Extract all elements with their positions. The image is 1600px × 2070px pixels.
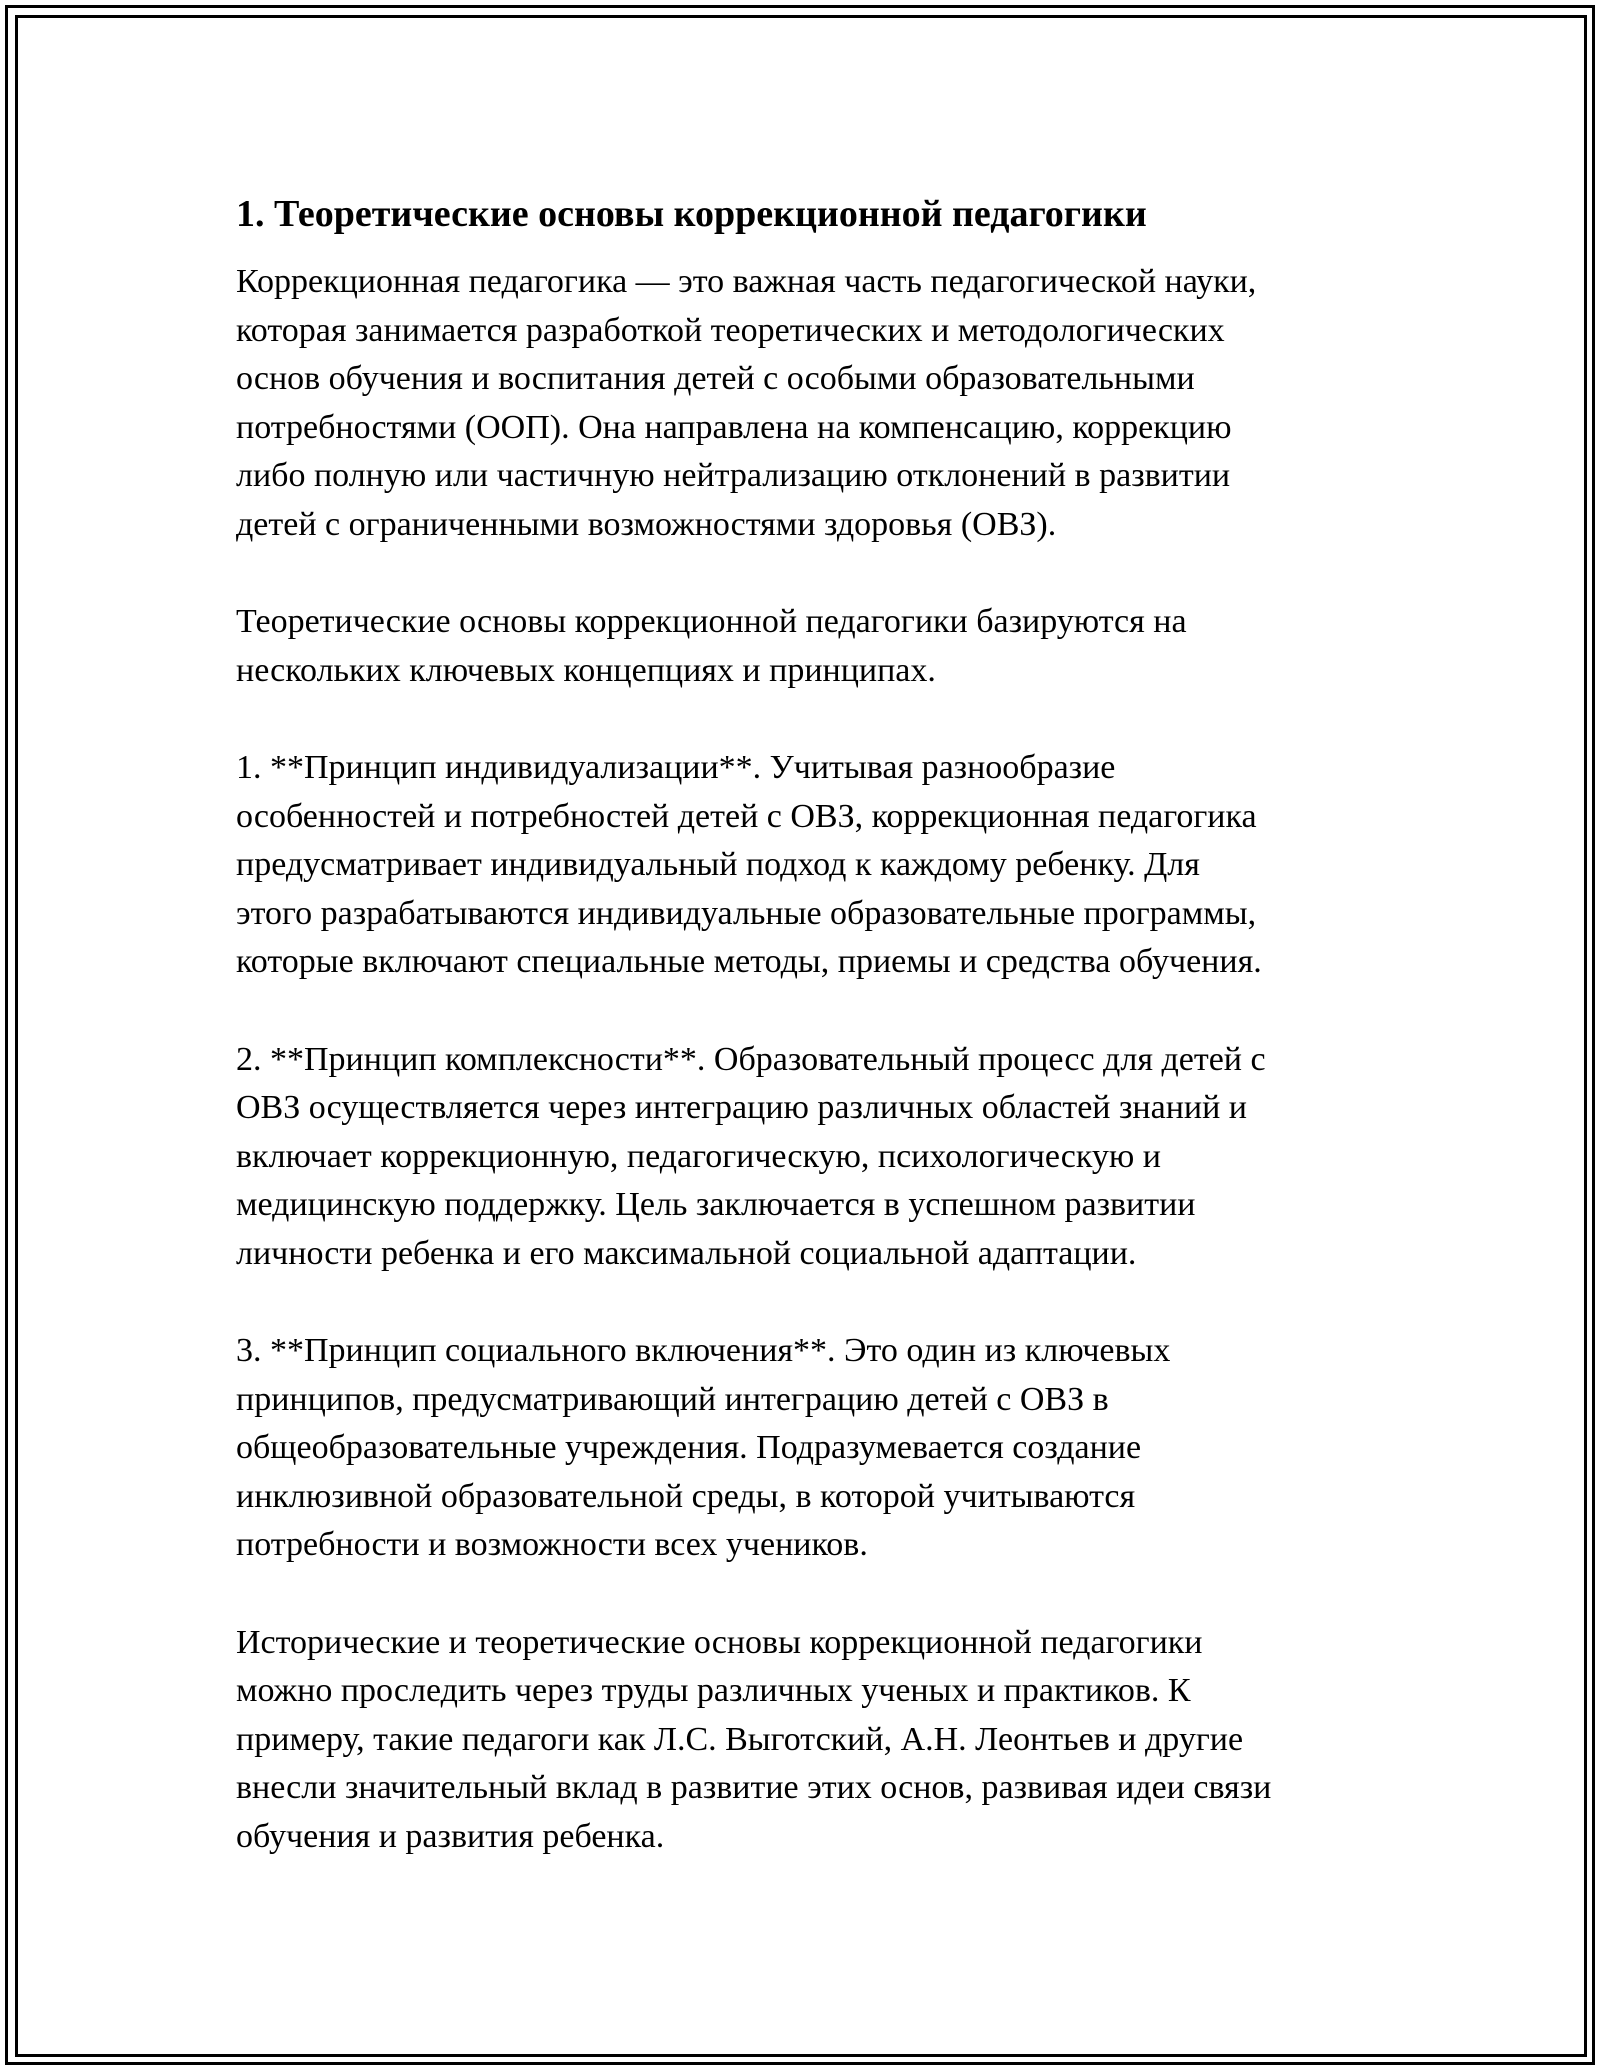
text-line: 1. **Принцип индивидуализации**. Учитывая разнообразие <box>236 748 1116 786</box>
text-line: особенностей и потребностей детей с ОВЗ, коррекционная педагогика <box>236 797 1257 835</box>
paragraph <box>236 1619 1366 1862</box>
text-line: этого разрабатываются индивидуальные образовательные программы, <box>236 894 1257 932</box>
text-line: нескольких ключевых концепциях и принципах. <box>236 651 936 689</box>
text-line: внесли значительный вклад в развитие этих основ, развивая идеи связи <box>236 1769 1272 1807</box>
text-line: которые включают специальные методы, приемы и средства обучения. <box>236 943 1262 981</box>
text-line: Исторические и теоретические основы коррекционной педагогики <box>236 1623 1203 1661</box>
text-line: включает коррекционную, педагогическую, психологическую и <box>236 1137 1162 1175</box>
document-body <box>236 188 1366 1910</box>
text-line: примеру, такие педагоги как Л.С. Выготский, А.Н. Леонтьев и другие <box>236 1720 1244 1758</box>
paragraph <box>236 1327 1366 1570</box>
text-line: Теоретические основы коррекционной педагогики базируются на <box>236 603 1187 641</box>
paragraph <box>236 1036 1366 1279</box>
text-line: Коррекционная педагогика — это важная часть педагогической науки, <box>236 263 1257 300</box>
text-line: ОВЗ осуществляется через интеграцию различных областей знаний и <box>236 1089 1247 1127</box>
text-line: принципов, предусматривающий интеграцию детей с ОВЗ в <box>236 1380 1109 1418</box>
text-line: личности ребенка и его максимальной социальной адаптации. <box>236 1234 1137 1272</box>
text-line: детей с ограниченными возможностями здоровья (ОВЗ). <box>236 505 1057 543</box>
text-line: потребности и возможности всех учеников. <box>236 1526 868 1564</box>
paragraph <box>236 258 1366 550</box>
section-heading: 1. Теоретические основы коррекционной педагогики <box>236 193 1147 235</box>
text-line: обучения и развития ребенка. <box>236 1818 665 1855</box>
paragraph <box>236 598 1366 695</box>
text-line: медицинскую поддержку. Цель заключается в успешном развитии <box>236 1186 1196 1224</box>
text-line: можно проследить через труды различных ученых и практиков. К <box>236 1672 1191 1710</box>
text-line: общеобразовательные учреждения. Подразумевается создание <box>236 1429 1142 1467</box>
text-line: которая занимается разработкой теоретических и методологических <box>236 311 1225 349</box>
text-line: 3. **Принцип социального включения**. Это один из ключевых <box>236 1332 1171 1370</box>
text-line: основ обучения и воспитания детей с особыми образовательными <box>236 360 1195 398</box>
text-line: потребностями (ООП). Она направлена на компенсацию, коррекцию <box>236 408 1232 446</box>
text-line: либо полную или частичную нейтрализацию отклонений в развитии <box>236 457 1231 495</box>
text-line: инклюзивной образовательной среды, в которой учитываются <box>236 1477 1136 1515</box>
text-line: 2. **Принцип комплексности**. Образовательный процесс для детей с <box>236 1040 1266 1078</box>
paragraph-list <box>236 258 1366 1862</box>
paragraph <box>236 744 1366 987</box>
text-line: предусматривает индивидуальный подход к каждому ребенку. Для <box>236 846 1200 884</box>
